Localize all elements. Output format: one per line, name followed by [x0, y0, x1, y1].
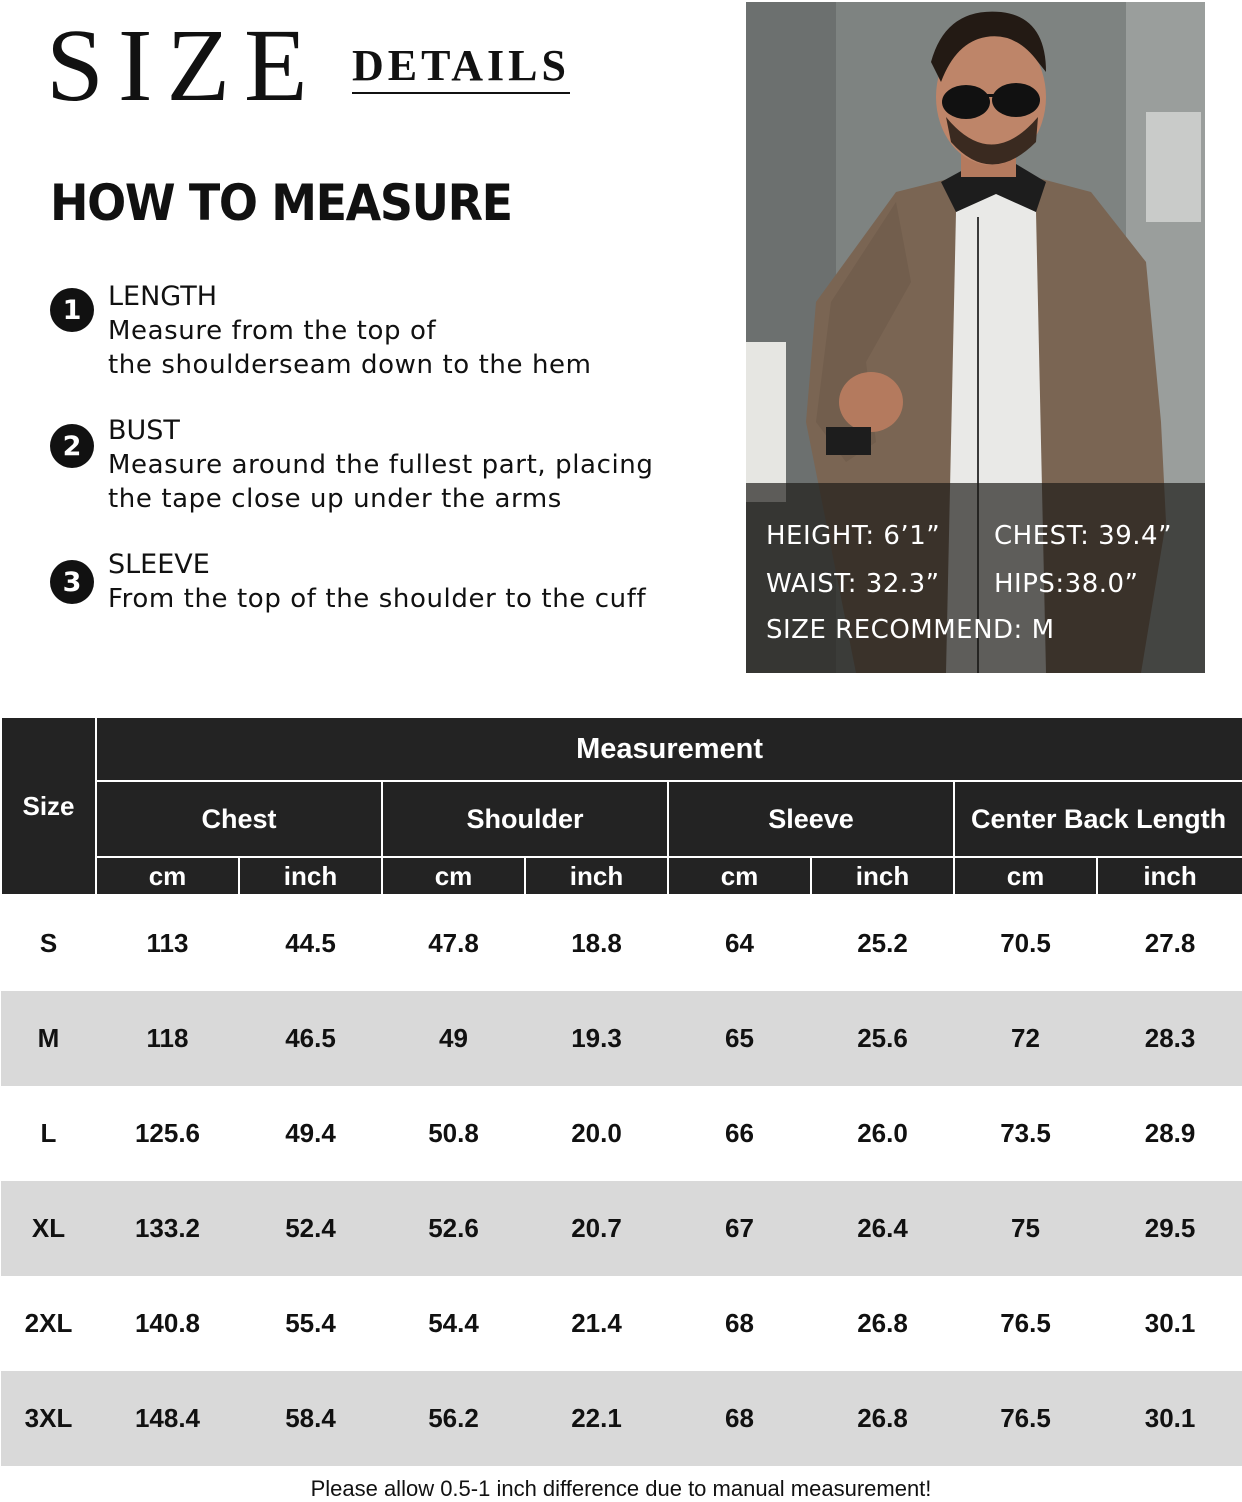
unit-header: inch	[811, 857, 954, 895]
measurement-header: Measurement	[96, 717, 1242, 781]
table-cell: 18.8	[571, 928, 622, 958]
size-cell: XL	[1, 1181, 96, 1276]
table-cell: 64	[725, 928, 754, 958]
table-cell: 70.5	[1000, 928, 1051, 958]
table-cell: 29.5	[1097, 1181, 1242, 1276]
table-cell: 66	[725, 1118, 754, 1148]
table-cell: 49.4	[285, 1118, 336, 1148]
table-cell: 26.8	[857, 1308, 908, 1338]
table-cell: 140.8	[134, 1308, 201, 1338]
table-row	[1, 1181, 1242, 1276]
table-cell: 19.3	[525, 991, 668, 1086]
step-title: SLEEVE	[108, 549, 210, 580]
table-cell: 52.4	[239, 1181, 382, 1276]
table-cell: 133.2	[96, 1181, 239, 1276]
step-description-line: From the top of the shoulder to the cuff	[108, 584, 647, 614]
number-one-icon: 1	[50, 288, 94, 332]
number-two-icon: 2	[50, 424, 94, 468]
size-cell: S	[39, 928, 58, 958]
size-title: SIZE	[46, 8, 322, 123]
step-title: BUST	[108, 415, 180, 446]
shoulder-header: Shoulder	[382, 781, 668, 857]
table-cell: 113	[146, 928, 189, 958]
chest-header: Chest	[96, 781, 382, 857]
table-cell: 55.4	[285, 1308, 336, 1338]
model-height: HEIGHT: 6’1”	[766, 521, 941, 551]
size-chart-table	[0, 716, 1242, 1466]
table-cell: 21.4	[571, 1308, 622, 1338]
table-cell: 22.1	[525, 1371, 668, 1466]
table-cell: 44.5	[285, 928, 336, 958]
measurement-note: Please allow 0.5-1 inch difference due to manual measurement!	[310, 1476, 932, 1501]
table-cell: 26.4	[811, 1181, 954, 1276]
table-cell: 148.4	[96, 1371, 239, 1466]
table-cell: 28.9	[1144, 1118, 1196, 1148]
unit-header: cm	[96, 857, 239, 895]
table-row	[1, 991, 1242, 1086]
size-column-header: Size	[1, 717, 96, 895]
table-cell: 54.4	[428, 1308, 479, 1338]
model-hips: HIPS:38.0”	[994, 569, 1139, 599]
table-cell: 73.5	[1000, 1118, 1051, 1148]
table-cell: 68	[725, 1308, 754, 1338]
unit-header: inch	[239, 857, 382, 895]
table-cell: 75	[954, 1181, 1097, 1276]
table-cell: 20.7	[525, 1181, 668, 1276]
details-subtitle: DETAILS	[352, 44, 570, 94]
table-row	[1, 895, 1242, 991]
size-cell: M	[1, 991, 96, 1086]
table-cell: 25.6	[811, 991, 954, 1086]
table-cell: 27.8	[1144, 928, 1196, 958]
table-row	[1, 1086, 1242, 1181]
step-title: LENGTH	[108, 281, 218, 312]
step-description-line: Measure from the top of	[108, 316, 437, 346]
table-cell: 72	[954, 991, 1097, 1086]
model-size-recommend: SIZE RECOMMEND: M	[766, 615, 1055, 645]
step-description-line: Measure around the fullest part, placing	[108, 450, 654, 480]
table-cell: 30.1	[1097, 1371, 1242, 1466]
table-cell: 58.4	[239, 1371, 382, 1466]
table-cell: 28.3	[1097, 991, 1242, 1086]
table-cell: 65	[668, 991, 811, 1086]
table-cell: 46.5	[239, 991, 382, 1086]
size-cell: L	[40, 1118, 57, 1148]
center-back-length-header: Center Back Length	[954, 781, 1242, 857]
table-cell: 76.5	[954, 1371, 1097, 1466]
table-cell: 52.6	[382, 1181, 525, 1276]
unit-header: cm	[668, 857, 811, 895]
table-cell: 67	[668, 1181, 811, 1276]
size-cell: 3XL	[1, 1371, 96, 1466]
number-three-icon: 3	[50, 560, 94, 604]
unit-header: inch	[1097, 857, 1242, 895]
table-cell: 25.2	[857, 928, 908, 958]
table-cell: 26.0	[857, 1118, 908, 1148]
table-cell: 50.8	[428, 1118, 479, 1148]
step-description-line: the shoulderseam down to the hem	[108, 350, 592, 380]
sleeve-header: Sleeve	[668, 781, 954, 857]
model-waist: WAIST: 32.3”	[766, 569, 940, 599]
table-cell: 30.1	[1144, 1308, 1196, 1338]
table-cell: 56.2	[382, 1371, 525, 1466]
model-photo	[746, 2, 1205, 673]
model-chest: CHEST: 39.4”	[994, 521, 1173, 551]
table-cell: 47.8	[428, 928, 479, 958]
table-cell: 76.5	[1000, 1308, 1051, 1338]
table-cell: 125.6	[134, 1118, 201, 1148]
size-cell: 2XL	[24, 1308, 73, 1338]
how-to-measure-heading: HOW TO MEASURE	[50, 174, 512, 232]
step-description-line: the tape close up under the arms	[108, 484, 562, 514]
table-cell: 49	[382, 991, 525, 1086]
table-cell: 68	[668, 1371, 811, 1466]
table-cell: 26.8	[811, 1371, 954, 1466]
table-cell: 118	[96, 991, 239, 1086]
unit-header: cm	[954, 857, 1097, 895]
unit-header: cm	[382, 857, 525, 895]
table-cell: 20.0	[571, 1118, 622, 1148]
table-row	[1, 1371, 1242, 1466]
unit-header: inch	[525, 857, 668, 895]
table-row	[1, 1276, 1242, 1371]
